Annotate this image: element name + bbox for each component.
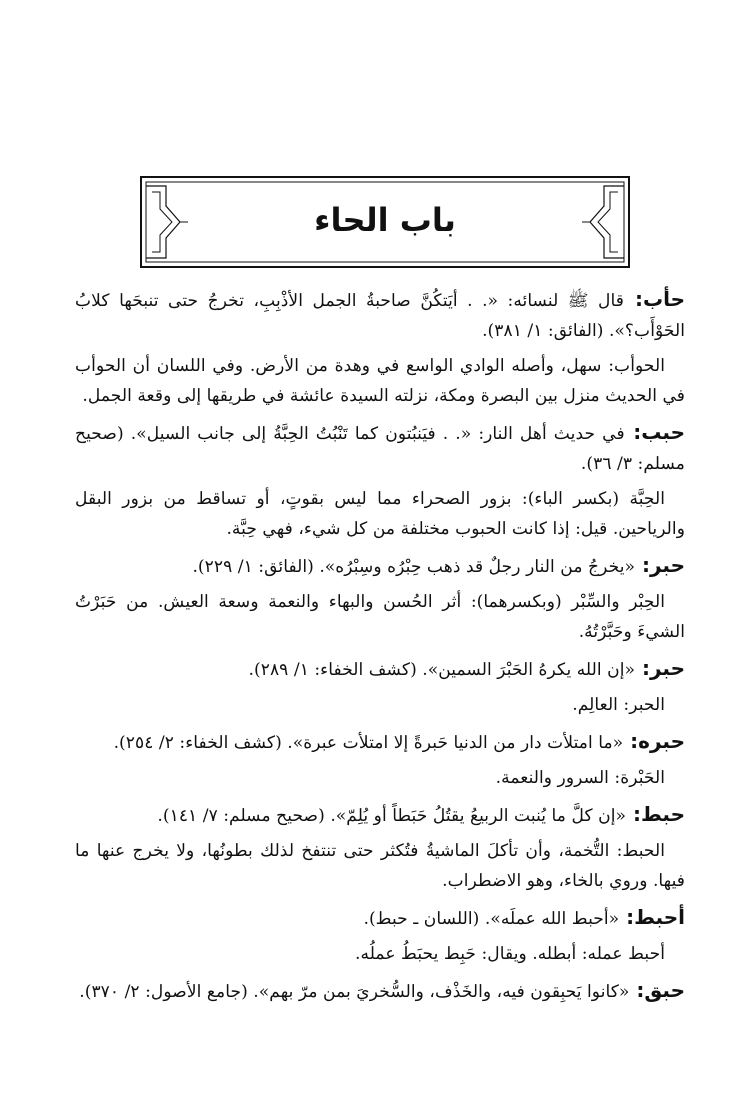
entry-text: «يخرجُ من النار رجلٌ قد ذهب حِبْرُه وسِبْرُه». (الفائق: ١/ ٢٢٩).	[192, 557, 635, 577]
explanation-paragraph: أحبط عمله: أبطله. ويقال: حَبِط يحبَطُ عملُه.	[355, 944, 665, 964]
explanation-paragraph: الحَبْرة: السرور والنعمة.	[495, 768, 665, 788]
entry-text: «كانوا يَحبِقون فيه، والخَذْف، والسُّخريَ بمن مرّ بهم». (جامع الأصول: ٢/ ٣٧٠).	[79, 982, 630, 1002]
explanation-paragraph: الحِبْر والسِّبْر (وبكسرهما): أثر الحُسن والبهاء والنعمة وسعة العيش. من حَبَرْتُ الشيءَ وحَبَّرْتُهُ.	[75, 592, 685, 642]
entry-headword: أحبط	[634, 905, 685, 929]
entry-text: «ما امتلأت دار من الدنيا حَبرةً إلا امتلأت عبرة». (كشف الخفاء: ٢/ ٢٥٤).	[113, 733, 624, 753]
dictionary-content	[75, 284, 685, 1007]
chapter-banner	[140, 176, 630, 268]
entry: حبره: «ما امتلأت دار من الدنيا حَبرةً إلا امتلأت عبرة». (كشف الخفاء: ٢/ ٢٥٤).	[113, 729, 685, 753]
entry-headword: حبط	[641, 802, 685, 826]
entry: حبب: في حديث أهل النار: «. . فيَنبُتون كما تَنْبُتُ الحِبَّةُ إلى جانب السيل». (صحيح مسلم: ٣/ ٣٦).	[75, 420, 685, 474]
entry-text: «إن الله يكرهُ الحَبْرَ السمين». (كشف الخفاء: ١/ ٢٨٩).	[248, 660, 635, 680]
entry-text: «إن كلَّ ما يُنبت الربيعُ يقتُلُ حَبَطاً أو يُلِمّ». (صحيح مسلم: ٧/ ١٤١).	[157, 806, 627, 826]
entry: حبق: «كانوا يَحبِقون فيه، والخَذْف، والسُّخريَ بمن مرّ بهم». (جامع الأصول: ٢/ ٣٧٠).	[79, 978, 685, 1002]
entry: حبر: «يخرجُ من النار رجلٌ قد ذهب حِبْرُه وسِبْرُه». (الفائق: ١/ ٢٢٩).	[192, 553, 685, 577]
entry-headword: حبر	[649, 553, 685, 577]
explanation-paragraph: الحِبَّة (بكسر الباء): بزور الصحراء مما ليس بقوتٍ، أو تساقط من بزور البقل والرياحين. قيل: إذا كانت الحبوب مختلفة من كل شيء، فهي حِبَّة.	[75, 489, 685, 539]
entry-headword: حبر	[649, 656, 685, 680]
entry: أحبط: «أحبط الله عملَه». (اللسان ـ حبط).	[363, 905, 685, 929]
entry: حبط: «إن كلَّ ما يُنبت الربيعُ يقتُلُ حَبَطاً أو يُلِمّ». (صحيح مسلم: ٧/ ١٤١).	[157, 802, 685, 826]
explanation-paragraph: الحوأب: سهل، وأصله الوادي الواسع في وهدة من الأرض. وفي اللسان أن الحوأب في الحديث منزل بين البصرة ومكة، نزلته السيدة عائشة في طريقها إلى وقعة الجمل.	[75, 356, 685, 406]
chapter-title: باب الحاء	[314, 201, 456, 239]
entry-text: «أحبط الله عملَه». (اللسان ـ حبط).	[363, 909, 620, 929]
entry-headword: حأب	[642, 287, 685, 311]
explanation-paragraph: الحبط: التُّخمة، وأن تأكلَ الماشيةُ فتُكثر حتى تنتفخ لذلك بطونُها، ولا يخرج عنها ما فيها. وروي بالخاء، وهو الاضطراب.	[75, 841, 685, 891]
entry-headword: حبب	[641, 420, 685, 444]
entry-text: قال ﷺ لنسائه: «. . أيَتكُنَّ صاحبةُ الجمل الأذْبِبِ، تخرجُ حتى تنبحَها كلابُ الحَوْأَب؟». (الفائق: ١/ ٣٨١).	[75, 291, 685, 341]
entry-text: في حديث أهل النار: «. . فيَنبُتون كما تَنْبُتُ الحِبَّةُ إلى جانب السيل». (صحيح مسلم: ٣/ ٣٦).	[75, 424, 685, 474]
entry-headword: حبق	[644, 978, 685, 1002]
explanation-paragraph: الحبر: العالِم.	[572, 695, 665, 715]
entry: حبر: «إن الله يكرهُ الحَبْرَ السمين». (كشف الخفاء: ١/ ٢٨٩).	[248, 656, 685, 680]
entry: حأب: قال ﷺ لنسائه: «. . أيَتكُنَّ صاحبةُ الجمل الأذْبِبِ، تخرجُ حتى تنبحَها كلابُ الحَوْأَب؟». (الفائق: ١/ ٣٨١).	[75, 287, 685, 341]
entry-headword: حبره	[638, 729, 685, 753]
